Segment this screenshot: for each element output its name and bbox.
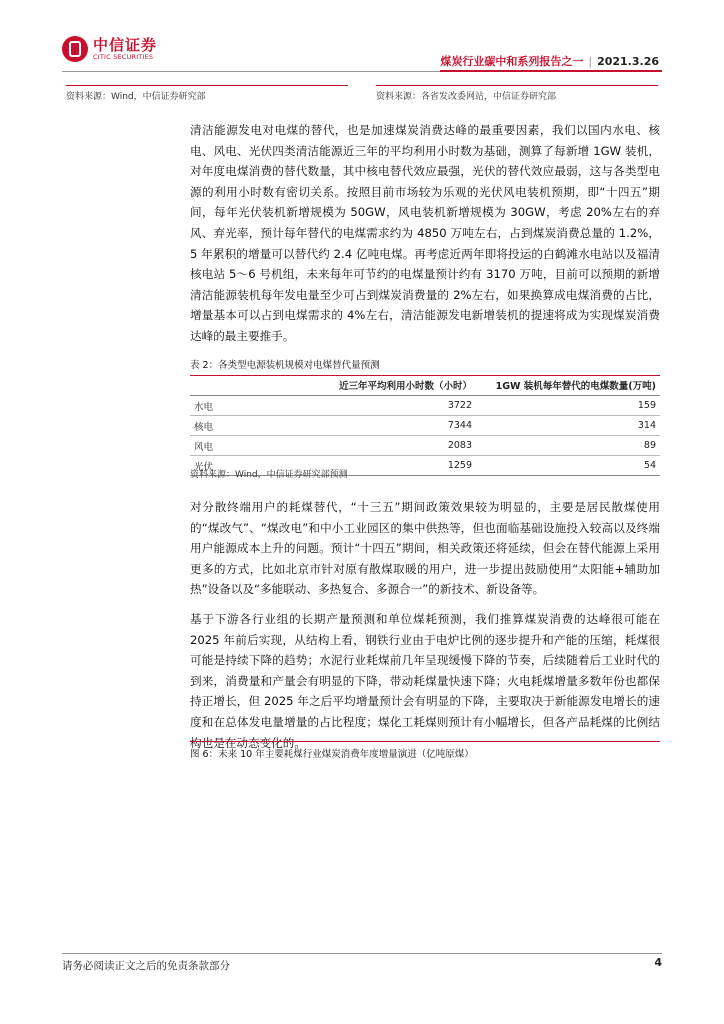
report-date: 2021.3.26 xyxy=(597,55,659,68)
row-coal: 314 xyxy=(476,416,660,436)
source-note-right: 资料来源：各省发改委网站，中信证券研究部 xyxy=(376,85,658,102)
table-header-blank xyxy=(190,375,268,396)
table-row xyxy=(190,436,660,456)
row-name: 光伏 xyxy=(190,456,268,476)
table-source-note: 资料来源：Wind，中信证券研究部预测 xyxy=(190,470,348,480)
table-header-row xyxy=(190,375,660,396)
citic-logo-icon xyxy=(62,36,88,62)
row-hours: 1259 xyxy=(268,456,476,476)
table-title: 表 2：各类型电源装机规模对电煤替代量预测 xyxy=(190,357,660,376)
table-row xyxy=(190,396,660,416)
row-hours: 3722 xyxy=(268,396,476,416)
footer-disclaimer: 请务必阅读正文之后的免责条款部分 xyxy=(62,960,230,972)
row-name: 核电 xyxy=(190,416,268,436)
table-row xyxy=(190,416,660,436)
report-header xyxy=(440,53,659,69)
logo-text xyxy=(93,37,157,61)
row-coal: 159 xyxy=(476,396,660,416)
footer-divider xyxy=(62,953,662,954)
row-name: 水电 xyxy=(190,396,268,416)
brand-logo xyxy=(62,36,157,62)
row-coal: 89 xyxy=(476,436,660,456)
row-hours: 7344 xyxy=(268,416,476,436)
logo-en: CITIC SECURITIES xyxy=(93,53,154,61)
row-hours: 2083 xyxy=(268,436,476,456)
page-number: 4 xyxy=(654,956,662,969)
logo-cn: 中信证券 xyxy=(93,36,158,54)
figure-area xyxy=(190,760,660,910)
body-paragraph-1: 清洁能源发电对电煤的替代，也是加速煤炭消费达峰的最重要因素，我们以国内水电、核电、风电、光伏四类清洁能源近三年的平均利用小时数为基础，测算了每新增 1GW 装机，对年度电煤消费的替代数量，其中核电替代效应最强，光伏的替代效应最弱，这与各类型电源的利用小时数有密切关系。按照目前市场较为乐观的光伏风电装机预期，即“十四五”期间，每年光伏装机新增规模为 50GW，风电装机新增规模为 30GW，考虑 20%左右的弃风、弃光率，预计每年替代的电煤需求约为 4850 万吨左右，占到煤炭消费总量的 1.2%，5 年累积的增量可以替代约 2.4 亿吨电煤。再考虑近两年即将投运的白鹤滩水电站以及福清核电站 5～6 号机组，未来每年可节约的电煤量预计约有 3170 万吨，目前可以预期的新增清洁能源装机每年发电量至少可占到煤炭消费量的 2%左右，如果换算成电煤消费的占比，增量基本可以占到电煤需求的 4%左右，清洁能源发电新增装机的提速将成为实现煤炭消费达峰的最主要推手。 xyxy=(190,123,660,343)
header-separator: | xyxy=(588,55,593,68)
header-divider-accent xyxy=(440,70,662,72)
energy-table xyxy=(190,375,660,476)
row-name: 风电 xyxy=(190,436,268,456)
figure-title: 图 6：未来 10 年主要耗煤行业煤炭消费年度增量演进（亿吨原煤） xyxy=(190,741,660,760)
row-coal: 54 xyxy=(476,456,660,476)
body-paragraph-2: 对分散终端用户的耗煤替代，“十三五”期间政策效果较为明显的，主要是居民散煤使用的“煤改气”、“煤改电”和中小工业园区的集中供热等，但也面临基础设施投入较高以及终端用户能源成本上升的问题。预计“十四五”期间，相关政策还将延续，但会在替代能源上采用更多的方式，比如北京市针对原有散煤取暖的用户，进一步提出鼓励使用“太阳能+辅助加热”设备以及“多能联动、多热复合、多源合一”的新技术、新设备等。 xyxy=(190,500,660,597)
table-header-hours: 近三年平均利用小时数（小时） xyxy=(268,375,476,396)
table-header-coal: 1GW 装机每年替代的电煤数量(万吨) xyxy=(476,375,660,396)
report-title: 煤炭行业碳中和系列报告之一 xyxy=(440,55,584,68)
source-note-left: 资料来源：Wind，中信证券研究部 xyxy=(66,85,348,102)
body-paragraph-3: 基于下游各行业组的长期产量预测和单位煤耗预测，我们推算煤炭消费的达峰很可能在 2025 年前后实现，从结构上看，钢铁行业由于电炉比例的逐步提升和产能的压缩，耗煤很可能是持续下降的趋势；水泥行业耗煤前几年呈现缓慢下降的节奏，后续随着后工业时代的到来，消费量和产量会有明显的下降，带动耗煤量快速下降；火电耗煤增量多数年份也都保持正增长，但 2025 年之后平均增量预计会有明显的下降，主要取决于新能源发电增长的速度和在总体发电量增量的占比程度；煤化工耗煤则预计有小幅增长，但各产品耗煤的比例结构也是在动态变化的。 xyxy=(190,612,660,750)
